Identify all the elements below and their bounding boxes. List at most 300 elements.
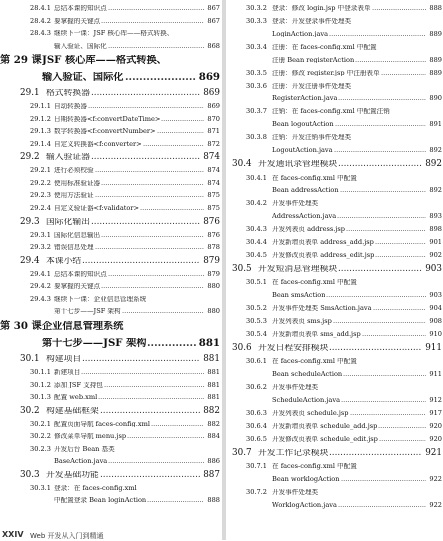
toc-title: 第十七步——JSF 架构 — [42, 337, 147, 349]
toc-entry[interactable] — [226, 44, 443, 57]
toc-page-number: 911 — [429, 370, 442, 379]
page-number: XXIV — [2, 530, 24, 539]
leader-dots — [101, 232, 204, 239]
toc-page-number: 881 — [198, 336, 220, 349]
toc-title: LogoutAction.java — [272, 147, 333, 154]
leader-dots — [98, 394, 204, 401]
toc-number: 29.1.2 — [30, 114, 51, 123]
toc-title: Bean addressAction — [272, 187, 339, 195]
leader-dots — [125, 72, 196, 82]
toc-title: 在 faces-config.xml 中配置 — [272, 358, 357, 366]
leader-dots — [375, 252, 426, 259]
toc-page-number: 874 — [203, 152, 220, 163]
toc-number: 30.4.4 — [246, 238, 267, 247]
toc-number: 30.1.1 — [30, 367, 51, 376]
toc-title: 在 faces-config.xml 中配置 — [272, 174, 357, 182]
leader-dots — [91, 89, 200, 98]
toc-page-number: 912 — [429, 396, 442, 405]
leader-dots — [143, 141, 204, 148]
toc-entry[interactable] — [0, 369, 222, 382]
toc-page-number: 874 — [207, 166, 220, 175]
toc-title: 国际化输出 — [46, 217, 90, 227]
leader-dots — [326, 292, 426, 299]
toc-title: 登录：修改 login.jsp 中登录表单 — [272, 5, 371, 12]
toc-page-number: 910 — [429, 330, 442, 339]
leader-dots — [81, 369, 204, 376]
leader-dots — [343, 371, 426, 378]
toc-title: 继续下一课：企业信息管理系统 — [54, 295, 147, 303]
leader-dots — [100, 471, 200, 480]
toc-number: 30.5.3 — [246, 317, 267, 326]
toc-entry[interactable] — [0, 205, 222, 218]
toc-number: 30.3.7 — [246, 107, 267, 116]
toc-number: 30.5 — [232, 263, 252, 274]
toc-entry[interactable] — [226, 344, 443, 358]
toc-title: 开发短消息管理模块 — [258, 264, 338, 274]
toc-entry[interactable] — [226, 252, 443, 265]
toc-page-number: 901 — [429, 238, 442, 247]
leader-dots — [335, 121, 426, 128]
toc-title: 开发通讯录管理模块 — [258, 160, 338, 169]
toc-entry[interactable] — [0, 153, 222, 167]
toc-page-number: 917 — [429, 409, 442, 418]
toc-title: 开发基础功能 — [46, 470, 99, 480]
toc-entry[interactable] — [226, 57, 443, 70]
toc-entry[interactable] — [226, 83, 443, 96]
toc-entry[interactable] — [0, 446, 222, 459]
toc-title: 开发日程安排模块 — [258, 344, 329, 353]
toc-page-number: 908 — [429, 317, 442, 326]
toc-entry[interactable] — [0, 55, 222, 72]
toc-entry[interactable] — [226, 279, 443, 292]
toc-entry[interactable] — [226, 175, 443, 188]
toc-title: 注册：在 faces-config.xml 中配置 — [272, 43, 377, 51]
toc-title: 添加 JSF 支持包 — [54, 381, 103, 389]
toc-title: 开发列表页 schedule.jsp — [272, 410, 349, 417]
toc-page-number: 892 — [429, 186, 442, 195]
toc-page-number: 870 — [207, 114, 220, 123]
toc-number: 29.3.1 — [30, 230, 51, 239]
toc-number: 30.3.6 — [246, 81, 267, 90]
toc-page-number: 903 — [429, 291, 442, 300]
toc-entry[interactable] — [0, 433, 222, 446]
toc-title: 输入验证器 — [46, 153, 90, 163]
leader-dots — [329, 449, 422, 458]
toc-number: 30.3.1 — [30, 483, 51, 492]
toc-title: 配置 web.xml — [54, 394, 98, 401]
toc-title: 开发事件处理类 — [272, 489, 319, 496]
toc-title: 开发事件处理类 — [272, 384, 319, 391]
leader-dots — [147, 497, 204, 504]
toc-entry[interactable] — [226, 436, 443, 449]
toc-title: 日期转换器<f:convertDateTime> — [54, 115, 161, 123]
toc-number: 30.3.4 — [246, 42, 267, 51]
toc-title: BaseAction.java — [54, 458, 108, 465]
toc-number: 30.4.2 — [246, 199, 267, 208]
leader-dots — [91, 218, 200, 227]
toc-entry[interactable] — [0, 458, 222, 471]
leader-dots — [95, 167, 204, 174]
leader-dots — [95, 244, 204, 251]
toc-title: 登录：开发登录事件处理类 — [272, 17, 352, 25]
toc-title: WorklogAction.java — [272, 502, 337, 509]
toc-entry[interactable] — [0, 497, 222, 510]
leader-dots — [127, 433, 204, 440]
toc-entry[interactable] — [226, 489, 443, 502]
toc-number: 30.4.3 — [246, 225, 267, 234]
leader-dots — [379, 436, 426, 443]
leader-dots — [108, 271, 204, 278]
toc-title: 第十七步——JSF 架构 — [54, 308, 121, 316]
toc-title: 自动转换器 — [54, 103, 87, 110]
toc-number: 30.7 — [232, 447, 252, 458]
toc-number: 30.4.5 — [246, 251, 267, 260]
toc-title: 配置页面导航 faces-config.xml — [54, 420, 150, 428]
toc-title: 格式转换器 — [46, 89, 90, 98]
toc-number: 30.4 — [232, 159, 252, 170]
toc-title: 开发新增页表单 schedule_add.jsp — [272, 423, 378, 430]
toc-number: 30.2.2 — [30, 432, 51, 441]
leader-dots — [101, 180, 204, 187]
toc-number: 28.4.2 — [30, 16, 51, 25]
toc-entry[interactable] — [0, 471, 222, 485]
toc-entry[interactable] — [226, 449, 443, 463]
leader-dots — [100, 407, 200, 416]
toc-page-number: 880 — [207, 282, 220, 291]
leader-dots — [82, 355, 200, 364]
toc-page-number: 882 — [207, 419, 220, 428]
toc-page-number: 878 — [207, 243, 220, 252]
leader-dots — [334, 147, 426, 154]
toc-number: 29.3.2 — [30, 243, 51, 252]
toc-entry[interactable] — [0, 485, 222, 498]
toc-page-number: 889 — [429, 68, 442, 77]
toc-title: 要掌握的关键点 — [54, 17, 101, 25]
leader-dots — [346, 226, 426, 233]
toc-entry[interactable] — [0, 338, 222, 355]
toc-title: 开发事件处理类 — [272, 200, 319, 207]
toc-number: 30.1 — [20, 353, 40, 364]
toc-page-number: 920 — [429, 435, 442, 443]
toc-entry[interactable] — [0, 394, 222, 407]
toc-page-number: 921 — [425, 447, 442, 458]
toc-page-number: 879 — [207, 269, 220, 278]
toc-number: 30.7.1 — [246, 462, 267, 471]
leader-dots — [82, 257, 200, 266]
toc-page-number: 886 — [207, 457, 220, 466]
toc-page-number: 869 — [207, 102, 220, 111]
toc-title: 登录：在 faces-config.xml — [54, 484, 137, 492]
toc-title: Bean smsAction — [272, 292, 326, 299]
toc-page-number: 875 — [207, 204, 220, 213]
leader-dots — [140, 205, 204, 212]
toc-title: 在 faces-config.xml 中配置 — [272, 279, 357, 286]
toc-entry[interactable] — [0, 72, 222, 89]
leader-dots — [91, 153, 200, 162]
toc-title: 开发列表页 address.jsp — [272, 226, 346, 233]
toc-number: 29.2.1 — [30, 166, 51, 175]
toc-number: 30.6.1 — [246, 357, 267, 366]
toc-entry[interactable] — [226, 18, 443, 31]
toc-title: 注册：开发注册事件处理类 — [272, 82, 352, 90]
toc-title: ScheduleAction.java — [272, 397, 340, 404]
toc-title: 输入验证、国际化 — [54, 42, 107, 50]
toc-page-number: 874 — [207, 178, 220, 187]
leader-dots — [333, 318, 426, 325]
leader-dots — [341, 397, 426, 404]
toc-number: 30.4.1 — [246, 173, 267, 182]
toc-title: 注销：开发注销事件处理类 — [272, 134, 352, 141]
leader-dots — [338, 265, 422, 274]
toc-number: 29.3 — [20, 216, 40, 227]
toc-entry[interactable] — [226, 5, 443, 18]
toc-entry[interactable] — [0, 355, 222, 369]
toc-page-number: 871 — [207, 127, 220, 136]
toc-page-number: 882 — [203, 405, 220, 416]
leader-dots — [329, 344, 422, 353]
toc-entry[interactable] — [226, 265, 443, 279]
leader-dots — [104, 382, 204, 389]
toc-page-number: 881 — [203, 353, 220, 364]
leader-dots — [157, 128, 204, 135]
toc-number: 30.2.3 — [30, 444, 51, 453]
toc-title: 错误信息处理 — [54, 244, 94, 251]
toc-number: 29.1.3 — [30, 127, 51, 136]
toc-entry[interactable] — [226, 463, 443, 476]
leader-dots — [375, 239, 426, 246]
toc-entry[interactable] — [0, 30, 222, 43]
toc-page-number: 867 — [207, 16, 220, 25]
toc-number: 30.5.4 — [246, 330, 267, 339]
toc-title: 构建基础框架 — [46, 406, 99, 416]
toc-entry[interactable] — [0, 5, 222, 18]
toc-entry[interactable] — [0, 257, 222, 271]
toc-number: 30.3.3 — [246, 16, 267, 25]
toc-title: 开发新增页表单 address_add.jsp — [272, 239, 374, 246]
toc-number: 30.6.4 — [246, 422, 267, 431]
leader-dots — [101, 18, 204, 25]
toc-entry[interactable] — [226, 31, 443, 44]
leader-dots — [372, 5, 426, 12]
toc-title: 构建项目 — [46, 354, 82, 364]
toc-page-number: 903 — [425, 263, 442, 274]
toc-number: 30.6.3 — [246, 409, 267, 418]
toc-title: 修改菜单导航 menu.jsp — [54, 433, 127, 440]
toc-title: 开发修改页表单 address_edit.jsp — [272, 252, 375, 259]
book-title: Web 开发从入门到精通 — [30, 532, 104, 540]
toc-entry[interactable] — [0, 296, 222, 309]
toc-page-number: 875 — [207, 191, 220, 200]
leader-dots — [373, 305, 426, 312]
leader-dots — [340, 187, 426, 194]
toc-page-number: 922 — [429, 501, 442, 510]
toc-page-number: 922 — [429, 475, 442, 484]
toc-page-number: 881 — [207, 380, 220, 389]
toc-number: 29.4 — [20, 255, 40, 266]
toc-page-number: 892 — [425, 159, 442, 170]
toc-page-number: 867 — [207, 4, 220, 12]
toc-number: 29.1 — [20, 88, 40, 99]
toc-number: 30.6.5 — [246, 435, 267, 443]
toc-title: 企业信息管理系统 — [42, 321, 124, 332]
toc-number: 29.1.1 — [30, 102, 51, 111]
toc-title: JSF 核心库——格式转换、 — [42, 55, 167, 66]
toc-number: 29.2.2 — [30, 178, 51, 187]
toc-entry[interactable] — [226, 358, 443, 371]
toc-page-number: 876 — [207, 230, 220, 239]
toc-title: 开发修改页表单 schedule_edit.jsp — [272, 436, 378, 443]
toc-page-number: 872 — [207, 139, 220, 148]
toc-title: Bean logoutAction — [272, 121, 334, 128]
toc-number: 30.3.2 — [246, 4, 267, 12]
toc-entry[interactable] — [226, 134, 443, 147]
leader-dots — [88, 103, 204, 110]
toc-title: 注销：在 faces-config.xml 中配置注销 — [272, 108, 390, 115]
toc-number: 30.5.1 — [246, 278, 267, 287]
toc-title: Bean worklogAction — [272, 476, 340, 483]
toc-title: Bean scheduleAction — [272, 371, 343, 378]
leader-dots — [338, 160, 422, 169]
toc-title: 开发后台 Bean 基类 — [54, 445, 115, 453]
toc-number: 29.4.2 — [30, 282, 51, 291]
leader-dots — [329, 31, 426, 38]
toc-title: 新建项目 — [54, 368, 81, 376]
leader-dots — [108, 458, 204, 465]
toc-number: 第 30 课 — [0, 320, 42, 332]
toc-title: 开发列表页 sms.jsp — [272, 318, 332, 325]
toc-entry[interactable] — [226, 384, 443, 397]
toc-page-number: 881 — [207, 367, 220, 376]
toc-number: 28.4.1 — [30, 4, 51, 12]
toc-page-number: 891 — [429, 120, 442, 129]
leader-dots — [122, 308, 204, 315]
leader-dots — [337, 213, 426, 220]
toc-entry[interactable] — [0, 103, 222, 116]
toc-entry[interactable] — [226, 200, 443, 213]
toc-page-number: 904 — [429, 304, 442, 313]
leader-dots — [338, 95, 426, 102]
toc-page-number: 902 — [429, 251, 442, 260]
toc-number: 29.2 — [20, 152, 40, 163]
toc-page-number: 889 — [429, 29, 442, 38]
toc-entry[interactable] — [0, 283, 222, 296]
toc-entry[interactable] — [0, 128, 222, 141]
toc-number: 29.4.3 — [30, 294, 51, 303]
leader-dots — [341, 476, 426, 483]
toc-title: 进行必须校验 — [54, 167, 94, 174]
toc-title: LoginAction.java — [272, 30, 329, 38]
toc-number: 30.6 — [232, 343, 252, 354]
toc-number: 29.4.1 — [30, 269, 51, 278]
toc-page-number: 898 — [429, 225, 442, 234]
toc-title: 本课小结 — [46, 256, 82, 266]
toc-title: 输入验证、国际化 — [42, 72, 124, 83]
toc-title: 要掌握的关键点 — [54, 283, 101, 290]
toc-entry[interactable] — [226, 502, 443, 515]
toc-title: 开发工作记录模块 — [258, 448, 329, 458]
toc-page-number: 868 — [207, 41, 220, 50]
leader-dots — [108, 5, 204, 12]
leader-dots — [362, 331, 426, 338]
toc-number: 30.3.8 — [246, 133, 267, 142]
toc-title: AddressAction.java — [272, 213, 337, 220]
toc-title: 总结本课的知识点 — [54, 270, 107, 278]
toc-entry[interactable] — [226, 147, 443, 160]
toc-title: 中配置登录 Bean loginAction — [54, 497, 147, 505]
toc-page-number: 879 — [203, 255, 220, 266]
leader-dots — [338, 502, 426, 509]
toc-title: 在 faces-config.xml 中配置 — [272, 463, 357, 470]
toc-entry[interactable] — [0, 218, 222, 232]
page-footer — [0, 528, 222, 540]
toc-page-number: 888 — [429, 4, 442, 12]
toc-title: 开发新增页表单 sms_add.jsp — [272, 331, 361, 338]
toc-entry[interactable] — [226, 331, 443, 344]
toc-title: 自定义转换器<f:converter> — [54, 140, 142, 148]
toc-entry[interactable] — [0, 89, 222, 103]
toc-entry[interactable] — [226, 160, 443, 174]
leader-dots — [378, 423, 426, 430]
toc-title: 使用标准验证器 — [54, 179, 101, 187]
toc-page-number: 869 — [198, 71, 220, 84]
toc-page-number: 911 — [425, 343, 442, 354]
toc-number: 30.5.2 — [246, 304, 267, 313]
toc-number: 28.4.3 — [30, 29, 51, 38]
toc-entry[interactable] — [0, 321, 222, 338]
toc-title: 注册：修改 register.jsp 中注册表单 — [272, 69, 380, 77]
toc-number: 30.2.1 — [30, 419, 51, 428]
toc-entry[interactable] — [0, 407, 222, 421]
toc-title: 开发事件处理类 SmsAction.java — [272, 305, 372, 312]
toc-page-number: 893 — [429, 212, 442, 221]
toc-number: 30.1.2 — [30, 380, 51, 389]
toc-page-number: 880 — [207, 307, 220, 316]
toc-title: 自定义验证器<f:validator> — [54, 205, 140, 212]
toc-entry[interactable] — [0, 244, 222, 257]
toc-number: 30.1.3 — [30, 393, 51, 402]
toc-title: 继续下一课：JSF 核心库——格式转换、 — [54, 30, 174, 37]
leader-dots — [147, 338, 196, 348]
toc-title: RegisterAction.java — [272, 95, 338, 103]
toc-number: 30.6.2 — [246, 383, 267, 392]
toc-page-number: 869 — [203, 88, 220, 99]
toc-page-number: 884 — [207, 432, 220, 441]
toc-page-number: 881 — [207, 393, 220, 402]
leader-dots — [381, 70, 426, 77]
toc-page-number: 920 — [429, 422, 442, 431]
toc-page-number: 887 — [203, 469, 220, 480]
toc-number: 第 29 课 — [0, 54, 42, 67]
toc-title: 使用方法验证 — [54, 192, 94, 200]
toc-number: 30.3 — [20, 469, 40, 480]
toc-number: 30.7.2 — [246, 488, 267, 497]
toc-page-number: 888 — [207, 496, 220, 505]
leader-dots — [101, 283, 204, 290]
toc-title: 总结本课的知识点 — [54, 5, 107, 12]
toc-page-number: 890 — [429, 94, 442, 103]
leader-dots — [355, 57, 426, 64]
toc-number: 29.2.3 — [30, 191, 51, 200]
toc-page-number: 876 — [203, 216, 220, 227]
toc-entry[interactable] — [226, 108, 443, 121]
toc-number: 29.1.4 — [30, 139, 51, 148]
leader-dots — [151, 421, 204, 428]
leader-dots — [350, 410, 426, 417]
toc-entry[interactable] — [226, 70, 443, 83]
toc-number: 30.2 — [20, 405, 40, 416]
leader-dots — [161, 116, 204, 123]
toc-right-column — [226, 0, 443, 540]
